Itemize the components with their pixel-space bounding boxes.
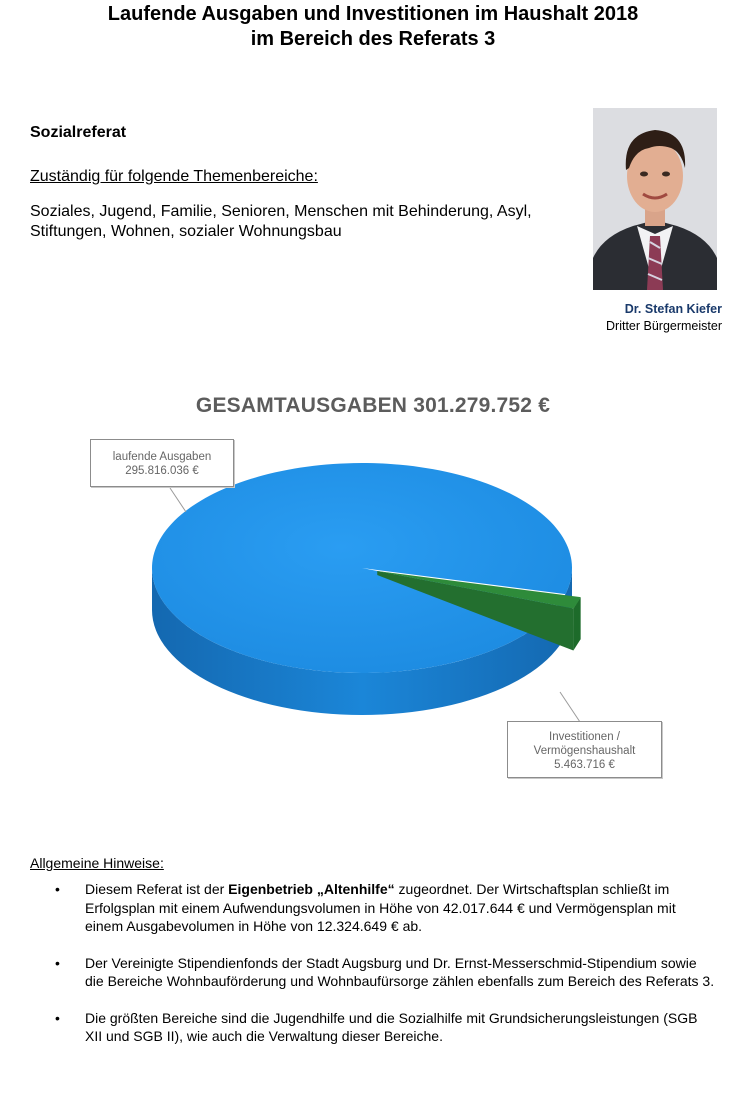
callout-investments [507,721,662,778]
pie-slice-current [152,463,572,673]
leader-line-current [170,488,186,512]
notes-heading: Allgemeine Hinweise: [30,855,164,871]
page-title-line2: im Bereich des Referats 3 [250,28,496,50]
callout-investments-label-line2: Vermögenshaushalt [533,745,636,757]
note2-text: Der Vereinigte Stipendienfonds der Stadt Augsburg und Dr. Ernst-Messerschmid-Stipendium sowie die Bereiche Wohnbauförderung und Wohnbaufürsorge zählen ebenfalls zum Bereich des Referats 3. [85,954,715,989]
note1-post: zugeordnet. Der Wirtschaftsplan schließt im Erfolgsplan mit einem Aufwendungsvolumen in Höhe von 42.017.644 € und Vermögensplan mit einem Ausgabevolumen in Höhe von 12.324.649 € ab. [85,881,676,934]
department-name: Sozialreferat [30,124,127,141]
callout-current-expenses [90,439,234,487]
topics-heading: Zuständig für folgende Themenbereiche: [30,168,318,185]
person-role: Dritter Bürgermeister [606,319,722,333]
portrait-photo [593,108,717,290]
person-name: Dr. Stefan Kiefer [624,302,722,316]
note1-bold: Eigenbetrieb „Altenhilfe“ [228,881,395,897]
callout-investments-value: 5.463.716 € [554,759,615,771]
leader-line-investments [560,692,580,722]
topics-text: Soziales, Jugend, Familie, Senioren, Menschen mit Behinderung, Asyl, Stiftungen, Wohnen, sozialer Wohnungsbau [30,203,532,240]
page-title [0,2,746,52]
list-item [55,880,715,936]
notes-list [55,880,715,1064]
callout-investments-label-line1: Investitionen / [549,731,620,743]
note3-text: Die größten Bereiche sind die Jugendhilfe und die Sozialhilfe mit Grundsicherungsleistungen (SGB XII und SGB II), wie auch die Verwaltung dieser Bereiche. [85,1009,698,1044]
list-item [55,954,715,991]
chart-title: GESAMTAUSGABEN 301.279.752 € [195,394,551,417]
callout-current-expenses-label: laufende Ausgaben [112,451,212,463]
bullet-icon: • [55,954,60,971]
page-title-line1: Laufende Ausgaben und Investitionen im Haushalt 2018 [107,3,639,25]
bullet-icon: • [55,1009,60,1026]
note1-pre: Diesem Referat ist der [85,881,229,897]
callout-current-expenses-value: 295.816.036 € [125,465,199,477]
bullet-icon: • [55,881,60,897]
list-item [55,1009,715,1046]
